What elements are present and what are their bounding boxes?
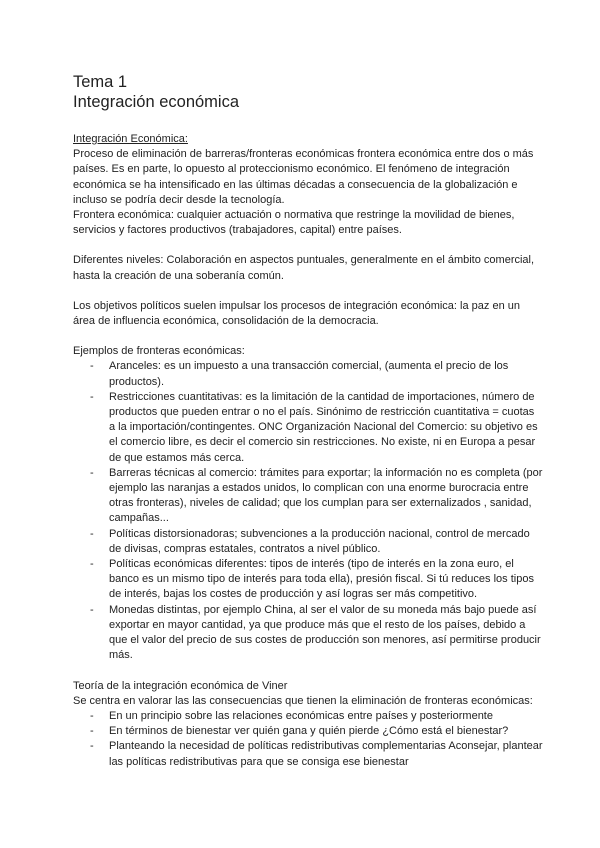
examples-heading: Ejemplos de fronteras económicas:	[73, 345, 245, 358]
examples-list	[73, 359, 543, 663]
list-item: - Restricciones cuantitativas: es la limitación de la cantidad de importaciones, número de productos que pueden entrar o no el país. Sinónimo de restricción cuantitativa = cuotas a la importación/contingentes. ONC Organización Nacional del Comercio: su objetivo es el comercio libre, es decir el comercio sin restricciones. No existe, ni en Europa a pesar de que estamos más cerca.	[73, 390, 543, 466]
frontier-definition-paragraph: Frontera económica: cualquier actuación o normativa que restringe la movilidad de bienes, servicios y factores productivos (trabajadores, capital) entre países.	[73, 209, 515, 237]
objectives-paragraph: Los objetivos políticos suelen impulsar los procesos de integración económica: la paz en un área de influencia económica, consolidación de la democracia.	[73, 299, 520, 328]
viner-intro: Se centra en valorar las las consecuencias que tienen la eliminación de fronteras económicas:	[73, 694, 533, 707]
topic-title: Integración económica	[73, 93, 240, 111]
document-body	[73, 132, 543, 770]
list-item: - Aranceles: es un impuesto a una transacción comercial, (aumenta el precio de los productos).	[73, 359, 543, 389]
viner-heading: Teoría de la integración económica de Viner	[73, 679, 288, 692]
definition-heading: Integración Económica:	[73, 133, 188, 145]
list-item: - Políticas distorsionadoras; subvenciones a la producción nacional, control de mercado de divisas, compras estatales, contratos a nivel público.	[73, 527, 543, 557]
spacer	[73, 284, 543, 299]
list-item: - Monedas distintas, por ejemplo China, al ser el valor de su moneda más bajo puede así exportar en mayor cantidad, ya que produce más que el resto de los países, debido a que el valor del precio de sus costes de producción son menores, así permitirse producir más.	[73, 603, 543, 664]
list-item: - Planteando la necesidad de políticas redistributivas complementarias Aconsejar, plantear las políticas redistributivas para que se consiga ese bienestar	[73, 739, 543, 769]
spacer	[73, 238, 543, 253]
list-item: - En términos de bienestar ver quién gana y quién pierde ¿Cómo está el bienestar?	[73, 724, 543, 739]
viner-list	[73, 709, 543, 770]
topic-number: Tema 1	[73, 73, 128, 91]
list-item: - Políticas económicas diferentes: tipos de interés (tipo de interés en la zona euro, el banco es un mismo tipo de interés para toda ella), presión fiscal. Si tú reduces los tipos de interés, bajas los costes de producción y así logras ser más competitivo.	[73, 557, 543, 603]
spacer	[73, 329, 543, 344]
levels-paragraph: Diferentes niveles: Colaboración en aspectos puntuales, generalmente en el ámbito comercial, hasta la creación de una soberanía común.	[73, 254, 535, 282]
spacer	[73, 664, 543, 679]
list-item: - En un principio sobre las relaciones económicas entre países y posteriormente	[73, 709, 543, 724]
definition-paragraph: Proceso de eliminación de barreras/fronteras económicas frontera económica entre dos o más países. Es en parte, lo opuesto al proteccionismo económico. El fenómeno de integración económica se ha intensificado en las últimas décadas a consecuencia de la globalización e incluso se podría decir desde la tecnología.	[73, 148, 534, 206]
title-block	[73, 72, 239, 112]
list-item: - Barreras técnicas al comercio: trámites para exportar; la información no es completa (por ejemplo las naranjas a estados unidos, lo complican con una enorme burocracia entre otras fronteras), niveles de calidad; que los cumplan para ser externalizados , sanidad, campañas...	[73, 466, 543, 527]
